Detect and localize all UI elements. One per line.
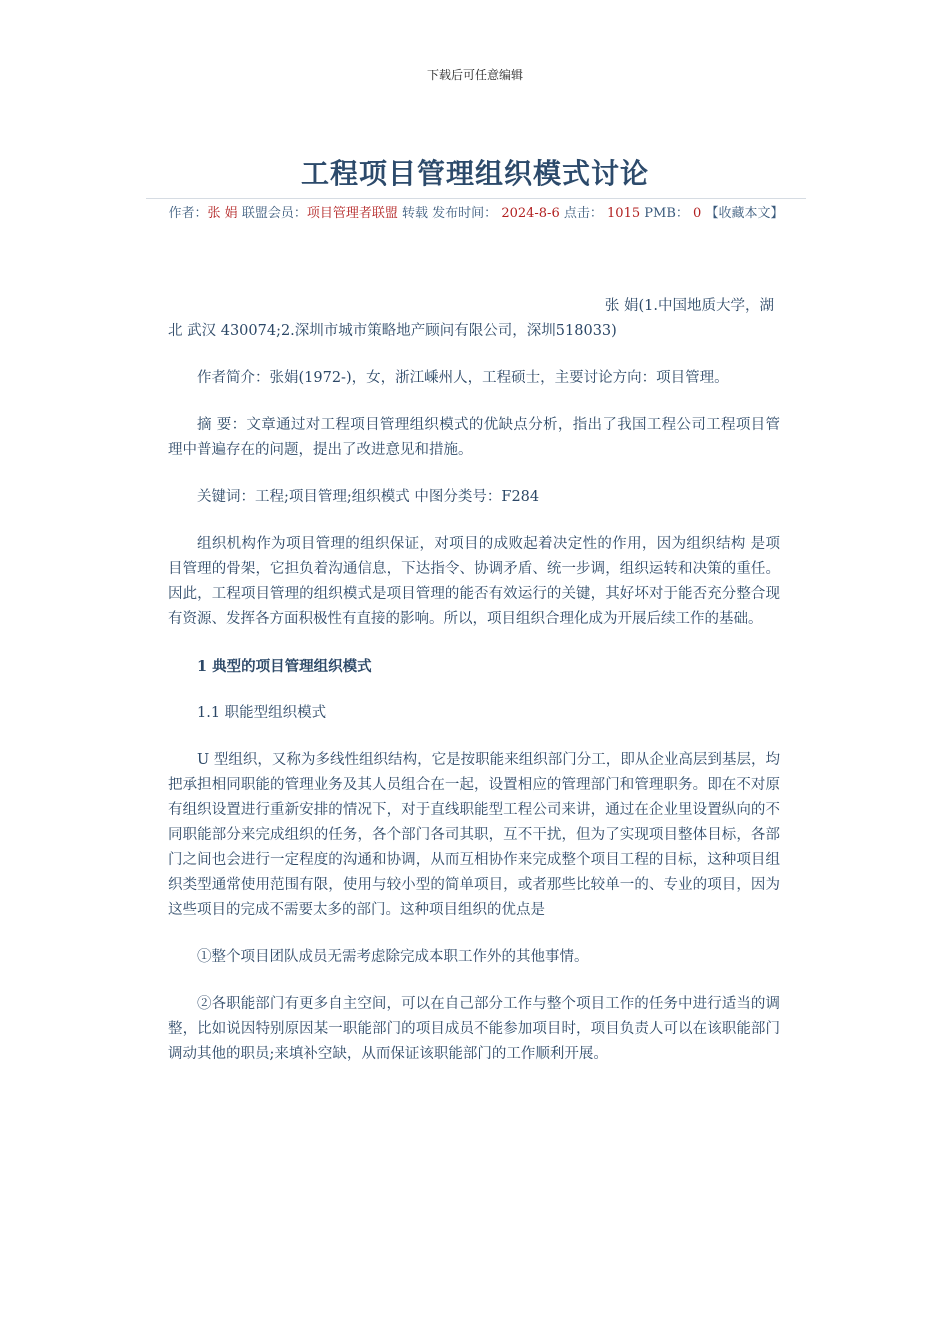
keywords: 关键词：工程;项目管理;组织模式 中图分类号：F284 xyxy=(197,489,540,505)
repost-label: 转载 xyxy=(402,206,429,221)
intro-paragraph: 组织机构作为项目管理的组织保证，对项目的成败起着决定性的作用，因为组织结构 是项目管理的骨架，它担负着沟通信息，下达指令、协调矛盾、统一步调，组织运转和决策的重任。因此，工程项目管理的组织模式是项目管理的能否有效运行的关键，其好坏对于能否充分整合现有资源、发挥各方面积极性有直接的影响。所以，项目组织合理化成为开展后续工作的基础。 xyxy=(168,536,780,627)
advantage-point-1: ①整个项目团队成员无需考虑除完成本职工作外的其他事情。 xyxy=(197,949,589,965)
publish-date: 2024-8-6 xyxy=(501,206,560,221)
header-note: 下载后可任意编辑 xyxy=(426,68,523,82)
article-meta xyxy=(146,202,806,226)
page-title: 工程项目管理组织模式讨论 xyxy=(300,157,649,190)
affiliation-line-2: 北 武汉 430074;2.深圳市城市策略地产顾问有限公司，深圳518033) xyxy=(168,323,617,339)
favorite-link[interactable]: 【收藏本文】 xyxy=(705,206,784,221)
section-heading-1: 1 典型的项目管理组织模式 xyxy=(197,658,372,675)
pmb-label: PMB： xyxy=(644,206,689,221)
click-count: 1015 xyxy=(607,206,641,221)
clicks-label: 点击： xyxy=(563,206,603,221)
paragraph-u-organization: U 型组织，又称为多线性组织结构，它是按职能来组织部门分工，即从企业高层到基层，均把承担相同职能的管理业务及其人员组合在一起，设置相应的管理部门和管理职务。即在不对原有组织设置进行重新安排的情况下，对于直线职能型工程公司来讲，通过在企业里设置纵向的不同职能部分来完成组织的任务，各个部门各司其职，互不干扰，但为了实现项目整体目标，各部门之间也会进行一定程度的沟通和协调，从而互相协作来完成整个项目工程的目标，这种项目组织类型通常使用范围有限，使用与较小型的简单项目，或者那些比较单一的、专业的项目，因为这些项目的完成不需要太多的部门。这种项目组织的优点是 xyxy=(168,752,780,918)
title-divider xyxy=(146,198,806,199)
article-body xyxy=(168,294,780,1089)
author-name[interactable]: 张 娟 xyxy=(207,206,238,221)
pmb-count: 0 xyxy=(693,206,702,221)
affiliation-line-1: 张 娟(1.中国地质大学，湖 xyxy=(604,298,774,314)
date-label: 发布时间： xyxy=(432,206,498,221)
member-label: 联盟会员： xyxy=(241,206,307,221)
abstract: 摘 要：文章通过对工程项目管理组织模式的优缺点分析，指出了我国工程公司工程项目管理中普遍存在的问题，提出了改进意见和措施。 xyxy=(168,417,780,458)
author-intro: 作者简介：张娟(1972-)，女，浙江嵊州人，工程硕士，主要讨论方向：项目管理。 xyxy=(197,370,729,386)
member-link[interactable]: 项目管理者联盟 xyxy=(306,206,398,221)
advantage-point-2: ②各职能部门有更多自主空间，可以在自己部分工作与整个项目工作的任务中进行适当的调整，比如说因特别原因某一职能部门的项目成员不能参加项目时，项目负责人可以在该职能部门调动其他的职员;来填补空缺，从而保证该职能部门的工作顺利开展。 xyxy=(168,996,780,1062)
author-affiliation xyxy=(168,294,780,344)
author-label: 作者： xyxy=(168,206,208,221)
section-heading-1-1: 1.1 职能型组织模式 xyxy=(197,705,327,721)
